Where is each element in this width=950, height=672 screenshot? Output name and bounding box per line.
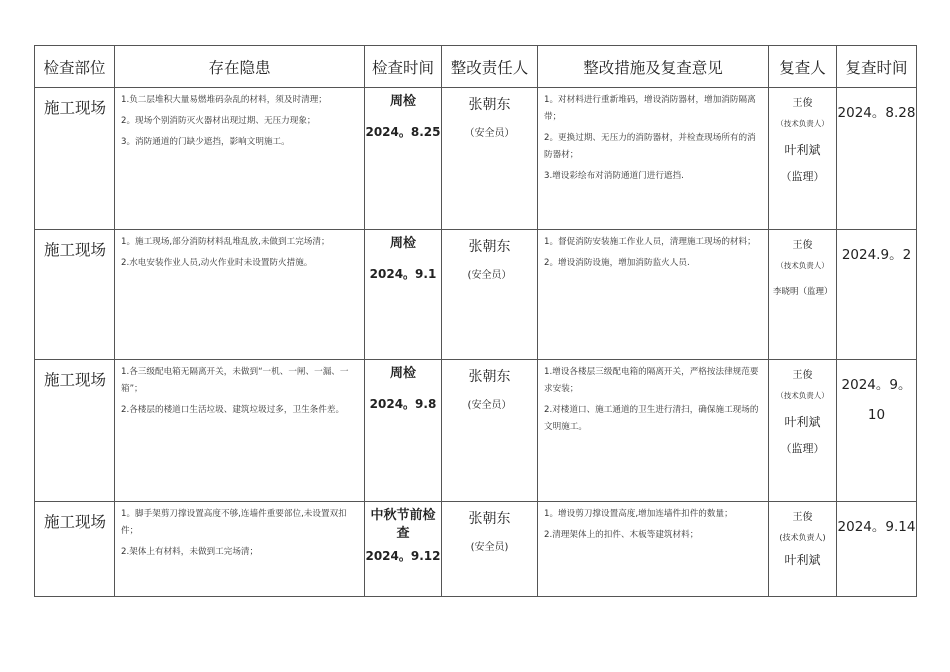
issue-item: 2.架体上有材料，未做到工完场清； (121, 547, 259, 557)
issue-item: 1。施工现场,部分消防材料乱堆乱放,未做到工完场清； (121, 237, 330, 247)
reviewer-role: (技术负责人) (779, 533, 826, 542)
responsible-name: 张朝东 (468, 97, 511, 113)
header-dept: 检查部位 (35, 46, 115, 88)
measure-item: 2.对楼道口、施工通道的卫生进行清扫，确保施工现场的文明施工。 (544, 405, 759, 432)
issue-item: 1.负二层堆积大量易燃堆码杂乱的材料，须及时清理； (121, 95, 327, 105)
issue-item: 2.各楼层的楼道口生活垃圾、建筑垃圾过多，卫生条件差。 (121, 405, 345, 415)
responsible-name: 张朝东 (468, 369, 511, 385)
reviewer2-name: 李晓明（监理） (773, 287, 833, 297)
responsible-name: 张朝东 (468, 511, 511, 527)
reviewer2-name: 叶利斌 (784, 143, 821, 157)
check-date: 2024。9.1 (369, 267, 437, 281)
reviewer-name: 王俊 (792, 98, 813, 109)
measures-cell (538, 360, 769, 502)
responsible-name: 张朝东 (468, 239, 511, 255)
issues-cell (115, 502, 365, 597)
check-time-cell (365, 88, 442, 230)
review-date-cell: 2024。9。10 (837, 360, 917, 502)
issue-item: 3。消防通道的门缺少遮挡，影响文明施工。 (121, 137, 290, 147)
dept-cell: 施工现场 (35, 230, 115, 360)
issue-item: 1.各三级配电箱无隔离开关，未做到“一机、一闸、一漏、一箱”； (121, 367, 349, 394)
measure-item: 2。更换过期、无压力的消防器材，并检查现场所有的消防器材； (544, 133, 756, 160)
measure-item: 1.增设各楼层三级配电箱的隔离开关，严格按法律规范要求安装； (544, 367, 759, 394)
header-row (35, 46, 917, 88)
responsible-role: (安全员） (467, 270, 512, 281)
responsible-cell (442, 360, 538, 502)
measure-item: 2.清理架体上的扣件、木板等建筑材料； (544, 530, 699, 540)
check-time-cell (365, 230, 442, 360)
check-kind: 中秋节前检查 (370, 508, 436, 541)
issue-item: 1。脚手架剪刀撑设置高度不够,连墙件重要部位,未设置双扣件； (121, 509, 347, 536)
table-row (35, 502, 917, 597)
responsible-cell (442, 88, 538, 230)
responsible-role: (安全员) (470, 542, 509, 553)
responsible-role: （安全员） (464, 128, 515, 139)
issue-item: 2。现场个别消防灭火器材出现过期、无压力现象； (121, 116, 316, 126)
reviewer-cell (769, 502, 837, 597)
measures-cell (538, 502, 769, 597)
measure-item: 3.增设彩绘布对消防通道门进行遮挡. (544, 171, 684, 181)
reviewer2-role: （监理） (780, 170, 825, 183)
responsible-cell (442, 502, 538, 597)
measure-item: 2。增设消防设施，增加消防监火人员. (544, 258, 690, 268)
responsible-cell (442, 230, 538, 360)
reviewer-role: （技术负责人） (776, 391, 829, 400)
dept-cell: 施工现场 (35, 360, 115, 502)
header-issues: 存在隐患 (115, 46, 365, 88)
reviewer-cell (769, 230, 837, 360)
inspection-table (34, 45, 917, 597)
check-date: 2024。8.25 (365, 125, 441, 139)
check-kind: 周检 (389, 236, 416, 251)
check-time-cell (365, 502, 442, 597)
reviewer-name: 王俊 (792, 370, 813, 381)
reviewer2-name: 叶利斌 (784, 553, 821, 567)
issues-cell (115, 88, 365, 230)
measure-item: 1。对材料进行重新堆码，增设消防器材，增加消防隔离带； (544, 95, 756, 122)
reviewer-name: 王俊 (792, 512, 813, 523)
header-check-time: 检查时间 (365, 46, 442, 88)
check-kind: 周检 (389, 94, 416, 109)
review-date-cell: 2024。8.28 (837, 88, 917, 230)
header-reviewer: 复查人 (769, 46, 837, 88)
check-time-cell (365, 360, 442, 502)
check-kind: 周检 (389, 366, 416, 381)
table-row (35, 360, 917, 502)
header-review-time: 复查时间 (837, 46, 917, 88)
dept-cell: 施工现场 (35, 88, 115, 230)
table-row (35, 230, 917, 360)
measure-item: 1。督促消防安装施工作业人员，清理施工现场的材料； (544, 237, 756, 247)
issue-item: 2.水电安装作业人员,动火作业时未设置防火措施。 (121, 258, 313, 268)
dept-cell: 施工现场 (35, 502, 115, 597)
review-date-cell: 2024.9。2 (837, 230, 917, 360)
header-measures: 整改措施及复查意见 (538, 46, 769, 88)
measures-cell (538, 88, 769, 230)
check-date: 2024。9.8 (369, 397, 437, 411)
table-row (35, 88, 917, 230)
issues-cell (115, 360, 365, 502)
reviewer-name: 王俊 (792, 240, 813, 251)
header-responsible: 整改责任人 (442, 46, 538, 88)
issues-cell (115, 230, 365, 360)
measure-item: 1。增设剪刀撑设置高度,增加连墙件扣件的数量； (544, 509, 733, 519)
review-date-cell: 2024。9.14 (837, 502, 917, 597)
reviewer-role: （技术负责人） (776, 261, 829, 270)
reviewer2-role: （监理） (780, 442, 825, 455)
reviewer2-name: 叶利斌 (784, 415, 821, 429)
reviewer-role: （技术负责人） (776, 119, 829, 128)
check-date: 2024。9.12 (365, 549, 441, 563)
measures-cell (538, 230, 769, 360)
reviewer-cell (769, 360, 837, 502)
reviewer-cell (769, 88, 837, 230)
responsible-role: (安全员） (467, 400, 512, 411)
